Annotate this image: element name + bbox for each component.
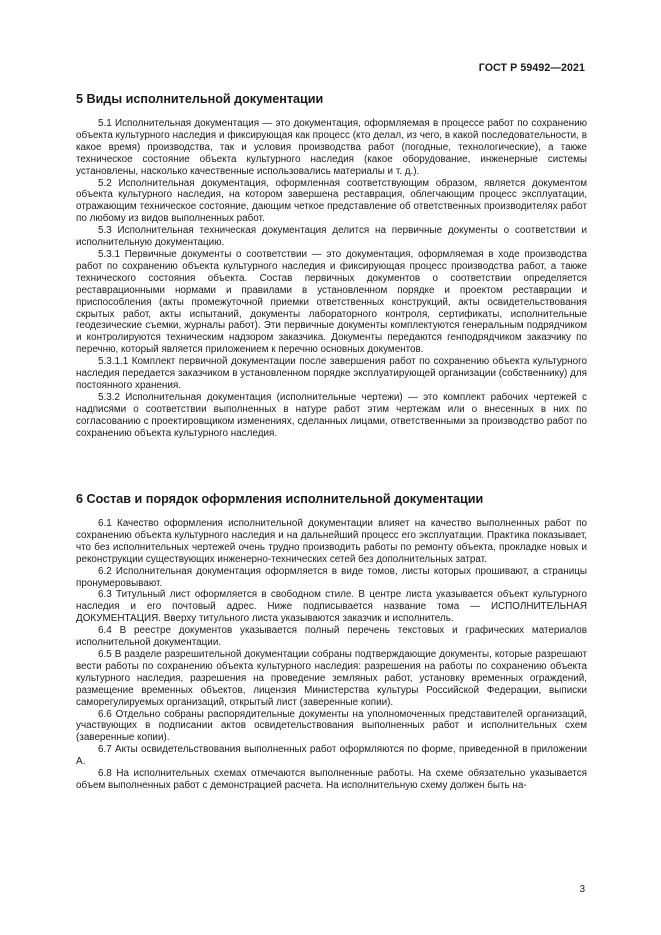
- page-number: 3: [579, 884, 585, 895]
- section-6-title: 6 Состав и порядок оформления исполнительной документации: [76, 492, 484, 506]
- paragraph-5-3: 5.3 Исполнительная техническая документация делится на первичные документы о соответствии и исполнительную документацию.: [76, 225, 587, 249]
- paragraph-6-6: 6.6 Отдельно собраны распорядительные документы на уполномоченных представителей организаций, участвующих в подписании актов освидетельствования выполненных работ и исполнительных схем (заверенные копии).: [76, 708, 587, 744]
- paragraph-6-3: 6.3 Титульный лист оформляется в свободном стиле. В центре листа указывается объект культурного наследия и его почтовый адрес. Ниже подписывается название тома — ИСПОЛНИТЕЛЬНАЯ ДОКУМЕНТАЦИЯ. Вверху титульного листа указываются заказчик и исполнитель.: [76, 589, 587, 625]
- paragraph-5-2: 5.2 Исполнительная документация, оформленная соответствующим образом, является документом объекта культурного наследия, на котором завершена реставрация, облегчающим процесс эксплуатации, отражающим техническое состояние, дающим четкое представление об ответственных производителях работ по любому из видов выполненных работ.: [76, 177, 587, 225]
- paragraph-5-1: 5.1 Исполнительная документация — это документация, оформляемая в процессе работ по сохранению объекта культурного наследия и фиксирующая как процесс (кто делал, из чего, в какой последовательности, в какое время) производства, так и условия производства работ (погодные, технологические), а также техническое состояние объекта культурного наследия (какое оборудование, инженерные системы установлены, насколько качественные использовались материалы и т. д.).: [76, 118, 587, 177]
- paragraph-5-3-1: 5.3.1 Первичные документы о соответствии — это документация, оформляемая в ходе производства работ по сохранению объекта культурного наследия и фиксирующая процесс производства работ, а также технического состояния объекта. Состав первичных документов о соответствии определяется реставрационными нормами и правилами в установленном порядке и проектом реставрации и приспособления (акты промежуточной приемки ответственных конструкций, акты освидетельствования скрытых работ, акты испытаний, документы лабораторного контроля, сертификаты, исполнительные геодезические съемки, журналы работ). Эти первичные документы комплектуются генеральным подрядчиком и контролируются техническим надзором заказчика. Документы передаются генподрядчиком заказчику по перечню, который является приложением к перечню основных документов.: [76, 248, 587, 356]
- paragraph-6-4: 6.4 В реестре документов указывается полный перечень текстовых и графических материалов исполнительной документации.: [76, 625, 587, 649]
- section-5: [76, 92, 587, 439]
- paragraph-5-3-1-1: 5.3.1.1 Комплект первичной документации после завершения работ по сохранению объекта культурного наследия передается заказчиком в установленном порядке эксплуатирующей организации (собственнику) для постоянного хранения.: [76, 356, 587, 391]
- paragraph-6-2: 6.2 Исполнительная документация оформляется в виде томов, листы которых прошивают, а страницы пронумеровывают.: [76, 565, 587, 589]
- document-code: ГОСТ Р 59492—2021: [478, 62, 585, 74]
- paragraph-6-1: 6.1 Качество оформления исполнительной документации влияет на качество выполненных работ по сохранению объекта культурного наследия и на дальнейший процесс его эксплуатации. Практика показывает, что без исполнительных чертежей очень трудно производить работы по ремонту объекта, прокладке новых и реконструкции существующих инженерно-технических сетей без дополнительных затрат.: [76, 518, 587, 565]
- paragraph-6-8: 6.8 На исполнительных схемах отмечаются выполненные работы. На схеме обязательно указывается объем выполненных работ с демонстрацией расчета. На исполнительную схему должен быть на-: [76, 768, 587, 791]
- section-5-title: 5 Виды исполнительной документации: [76, 92, 324, 106]
- paragraph-6-7: 6.7 Акты освидетельствования выполненных работ оформляются по форме, приведенной в приложении А.: [76, 744, 587, 768]
- paragraph-5-3-2: 5.3.2 Исполнительная документация (исполнительные чертежи) — это комплект рабочих чертежей с надписями о соответствии выполненных в натуре работ этим чертежам или о внесенных в них по согласованию с проектировщиком изменениях, сделанных лицами, ответственными за производство работ по сохранению объекта культурного наследия.: [76, 391, 587, 439]
- section-6: [76, 492, 587, 792]
- paragraph-6-5: 6.5 В разделе разрешительной документации собраны подтверждающие документы, которые разрешают вести работы по сохранению объекта культурного наследия: разрешения на работы по сохранению объекта культурного наследия, разрешения на проведение земляных работ, установку временных ограждений, размещение временных объектов, лицензия Министерства культуры Российской Федерации, выписки саморегулируемых организаций, открытый лист (заверенные копии).: [76, 648, 587, 708]
